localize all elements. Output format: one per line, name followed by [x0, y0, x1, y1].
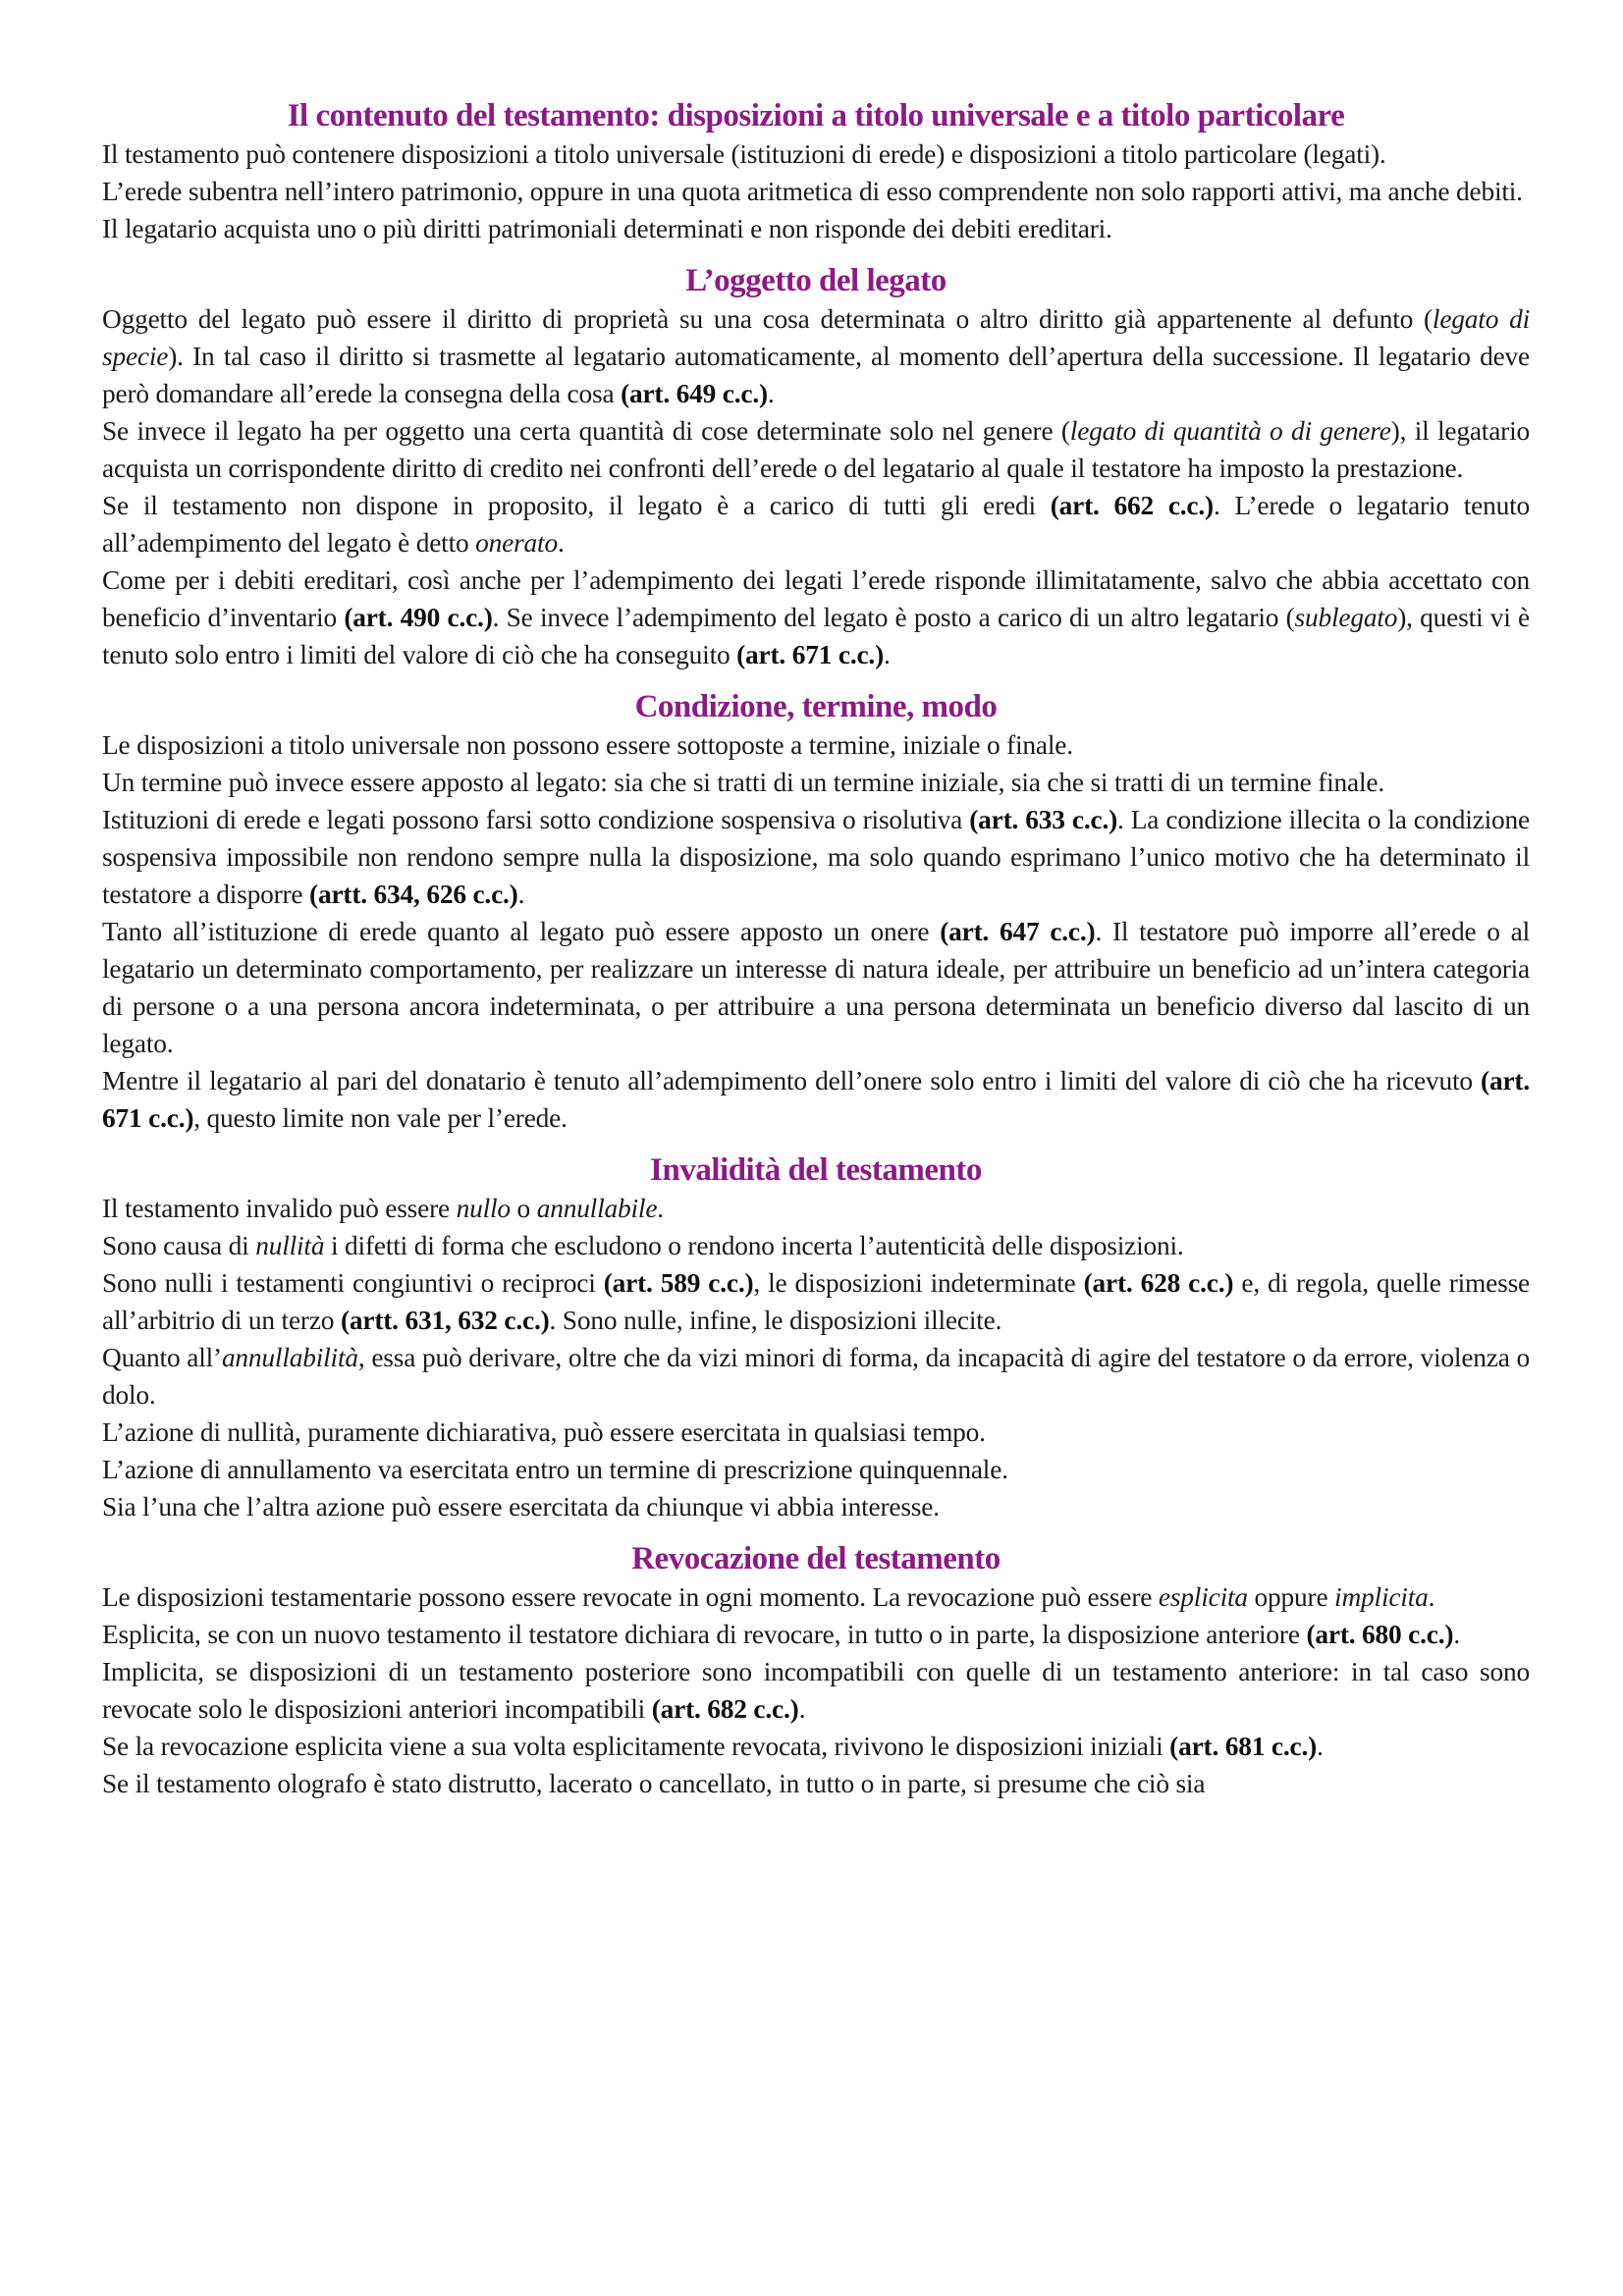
paragraph: L’azione di nullità, puramente dichiarativa, può essere esercitata in qualsiasi tempo. [102, 1417, 986, 1447]
paragraph: L’azione di annullamento va esercitata entro un termine di prescrizione quinquennale. [102, 1455, 1008, 1484]
section-title: Revocazione del testamento [631, 1541, 1001, 1576]
paragraph: Sono nulli i testamenti congiuntivi o reciproci (art. 589 c.c.), le disposizioni indeterminate (art. 628 c.c.) e, di regola, quelle rimesse all’arbitrio di un terzo (artt. 631, 632 c.c.). Sono nulle, infine, le disposizioni illecite. [102, 1268, 1530, 1335]
paragraph: Tanto all’istituzione di erede quanto al legato può essere apposto un onere (art. 647 c.c.). Il testatore può imporre all’erede o al legatario un determinato comportamento, per realizzare un interesse di natura ideale, per attribuire un beneficio ad un’intera categoria di persone o a una persona ancora indeterminata, o per attribuire a una persona determinata un beneficio diverso dal lascito di un legato. [102, 917, 1530, 1058]
paragraph: Implicita, se disposizioni di un testamento posteriore sono incompatibili con quelle di un testamento anteriore: in tal caso sono revocate solo le disposizioni anteriori incompatibili (art. 682 c.c.). [102, 1657, 1530, 1724]
section-contenuto [102, 96, 1530, 247]
paragraph: Le disposizioni testamentarie possono essere revocate in ogni momento. La revocazione può essere esplicita oppure implicita. [102, 1582, 1435, 1612]
section-revocazione [102, 1539, 1530, 1802]
paragraph: Mentre il legatario al pari del donatario è tenuto all’adempimento dell’onere solo entro i limiti del valore di ciò che ha ricevuto (art. 671 c.c.), questo limite non vale per l’erede. [102, 1066, 1530, 1133]
paragraph: Un termine può invece essere apposto al legato: sia che si tratti di un termine iniziale, sia che si tratti di un termine finale. [102, 768, 1385, 797]
section-condizione [102, 687, 1530, 1137]
section-title: Invalidità del testamento [650, 1152, 982, 1188]
paragraph: Il testamento può contenere disposizioni a titolo universale (istituzioni di erede) e disposizioni a titolo particolare (legati). [102, 139, 1386, 169]
section-invalidita [102, 1150, 1530, 1525]
paragraph: Il testamento invalido può essere nullo o annullabile. [102, 1194, 664, 1223]
paragraph: Sono causa di nullità i difetti di forma che escludono o rendono incerta l’autenticità delle disposizioni. [102, 1231, 1184, 1260]
section-title: L’oggetto del legato [685, 263, 947, 298]
paragraph: Sia l’una che l’altra azione può essere esercitata da chiunque vi abbia interesse. [102, 1492, 940, 1522]
paragraph: Se il testamento olografo è stato distrutto, lacerato o cancellato, in tutto o in parte, si presume che ciò sia [102, 1769, 1206, 1798]
paragraph: Se la revocazione esplicita viene a sua volta esplicitamente revocata, rivivono le disposizioni iniziali (art. 681 c.c.). [102, 1732, 1324, 1761]
paragraph: Istituzioni di erede e legati possono farsi sotto condizione sospensiva o risolutiva (art. 633 c.c.). La condizione illecita o la condizione sospensiva impossibile non rendono sempre nulla la disposizione, ma solo quando esprimano l’unico motivo che ha determinato il testatore a disporre (artt. 634, 626 c.c.). [102, 805, 1530, 909]
paragraph: Oggetto del legato può essere il diritto di proprietà su una cosa determinata o altro diritto già appartenente al defunto (legato di specie). In tal caso il diritto si trasmette al legatario automaticamente, al momento dell’apertura della successione. Il legatario deve però domandare all’erede la consegna della cosa (art. 649 c.c.). [102, 304, 1530, 408]
paragraph: Quanto all’annullabilità, essa può derivare, oltre che da vizi minori di forma, da incapacità di agire del testatore o da errore, violenza o dolo. [102, 1343, 1530, 1410]
paragraph: Se invece il legato ha per oggetto una certa quantità di cose determinate solo nel genere (legato di quantità o di genere), il legatario acquista un corrispondente diritto di credito nei confronti dell’erede o del legatario al quale il testatore ha imposto la prestazione. [102, 416, 1530, 483]
paragraph: Le disposizioni a titolo universale non possono essere sottoposte a termine, iniziale o finale. [102, 730, 1073, 760]
paragraph: Esplicita, se con un nuovo testamento il testatore dichiara di revocare, in tutto o in parte, la disposizione anteriore (art. 680 c.c.). [102, 1620, 1460, 1649]
section-oggetto-legato [102, 261, 1530, 673]
paragraph: L’erede subentra nell’intero patrimonio, oppure in una quota aritmetica di esso comprendente non solo rapporti attivi, ma anche debiti. [102, 177, 1523, 206]
paragraph: Come per i debiti ereditari, così anche per l’adempimento dei legati l’erede risponde illimitatamente, salvo che abbia accettato con beneficio d’inventario (art. 490 c.c.). Se invece l’adempimento del legato è posto a carico di un altro legatario (sublegato), questi vi è tenuto solo entro i limiti del valore di ciò che ha conseguito (art. 671 c.c.). [102, 565, 1531, 669]
section-title: Il contenuto del testamento: disposizioni a titolo universale e a titolo particolare [287, 98, 1345, 133]
paragraph: Se il testamento non dispone in proposito, il legato è a carico di tutti gli eredi (art. 662 c.c.). L’erede o legatario tenuto all’adempimento del legato è detto onerato. [102, 491, 1530, 558]
paragraph: Il legatario acquista uno o più diritti patrimoniali determinati e non risponde dei debiti ereditari. [102, 214, 1112, 243]
section-title: Condizione, termine, modo [634, 689, 998, 724]
